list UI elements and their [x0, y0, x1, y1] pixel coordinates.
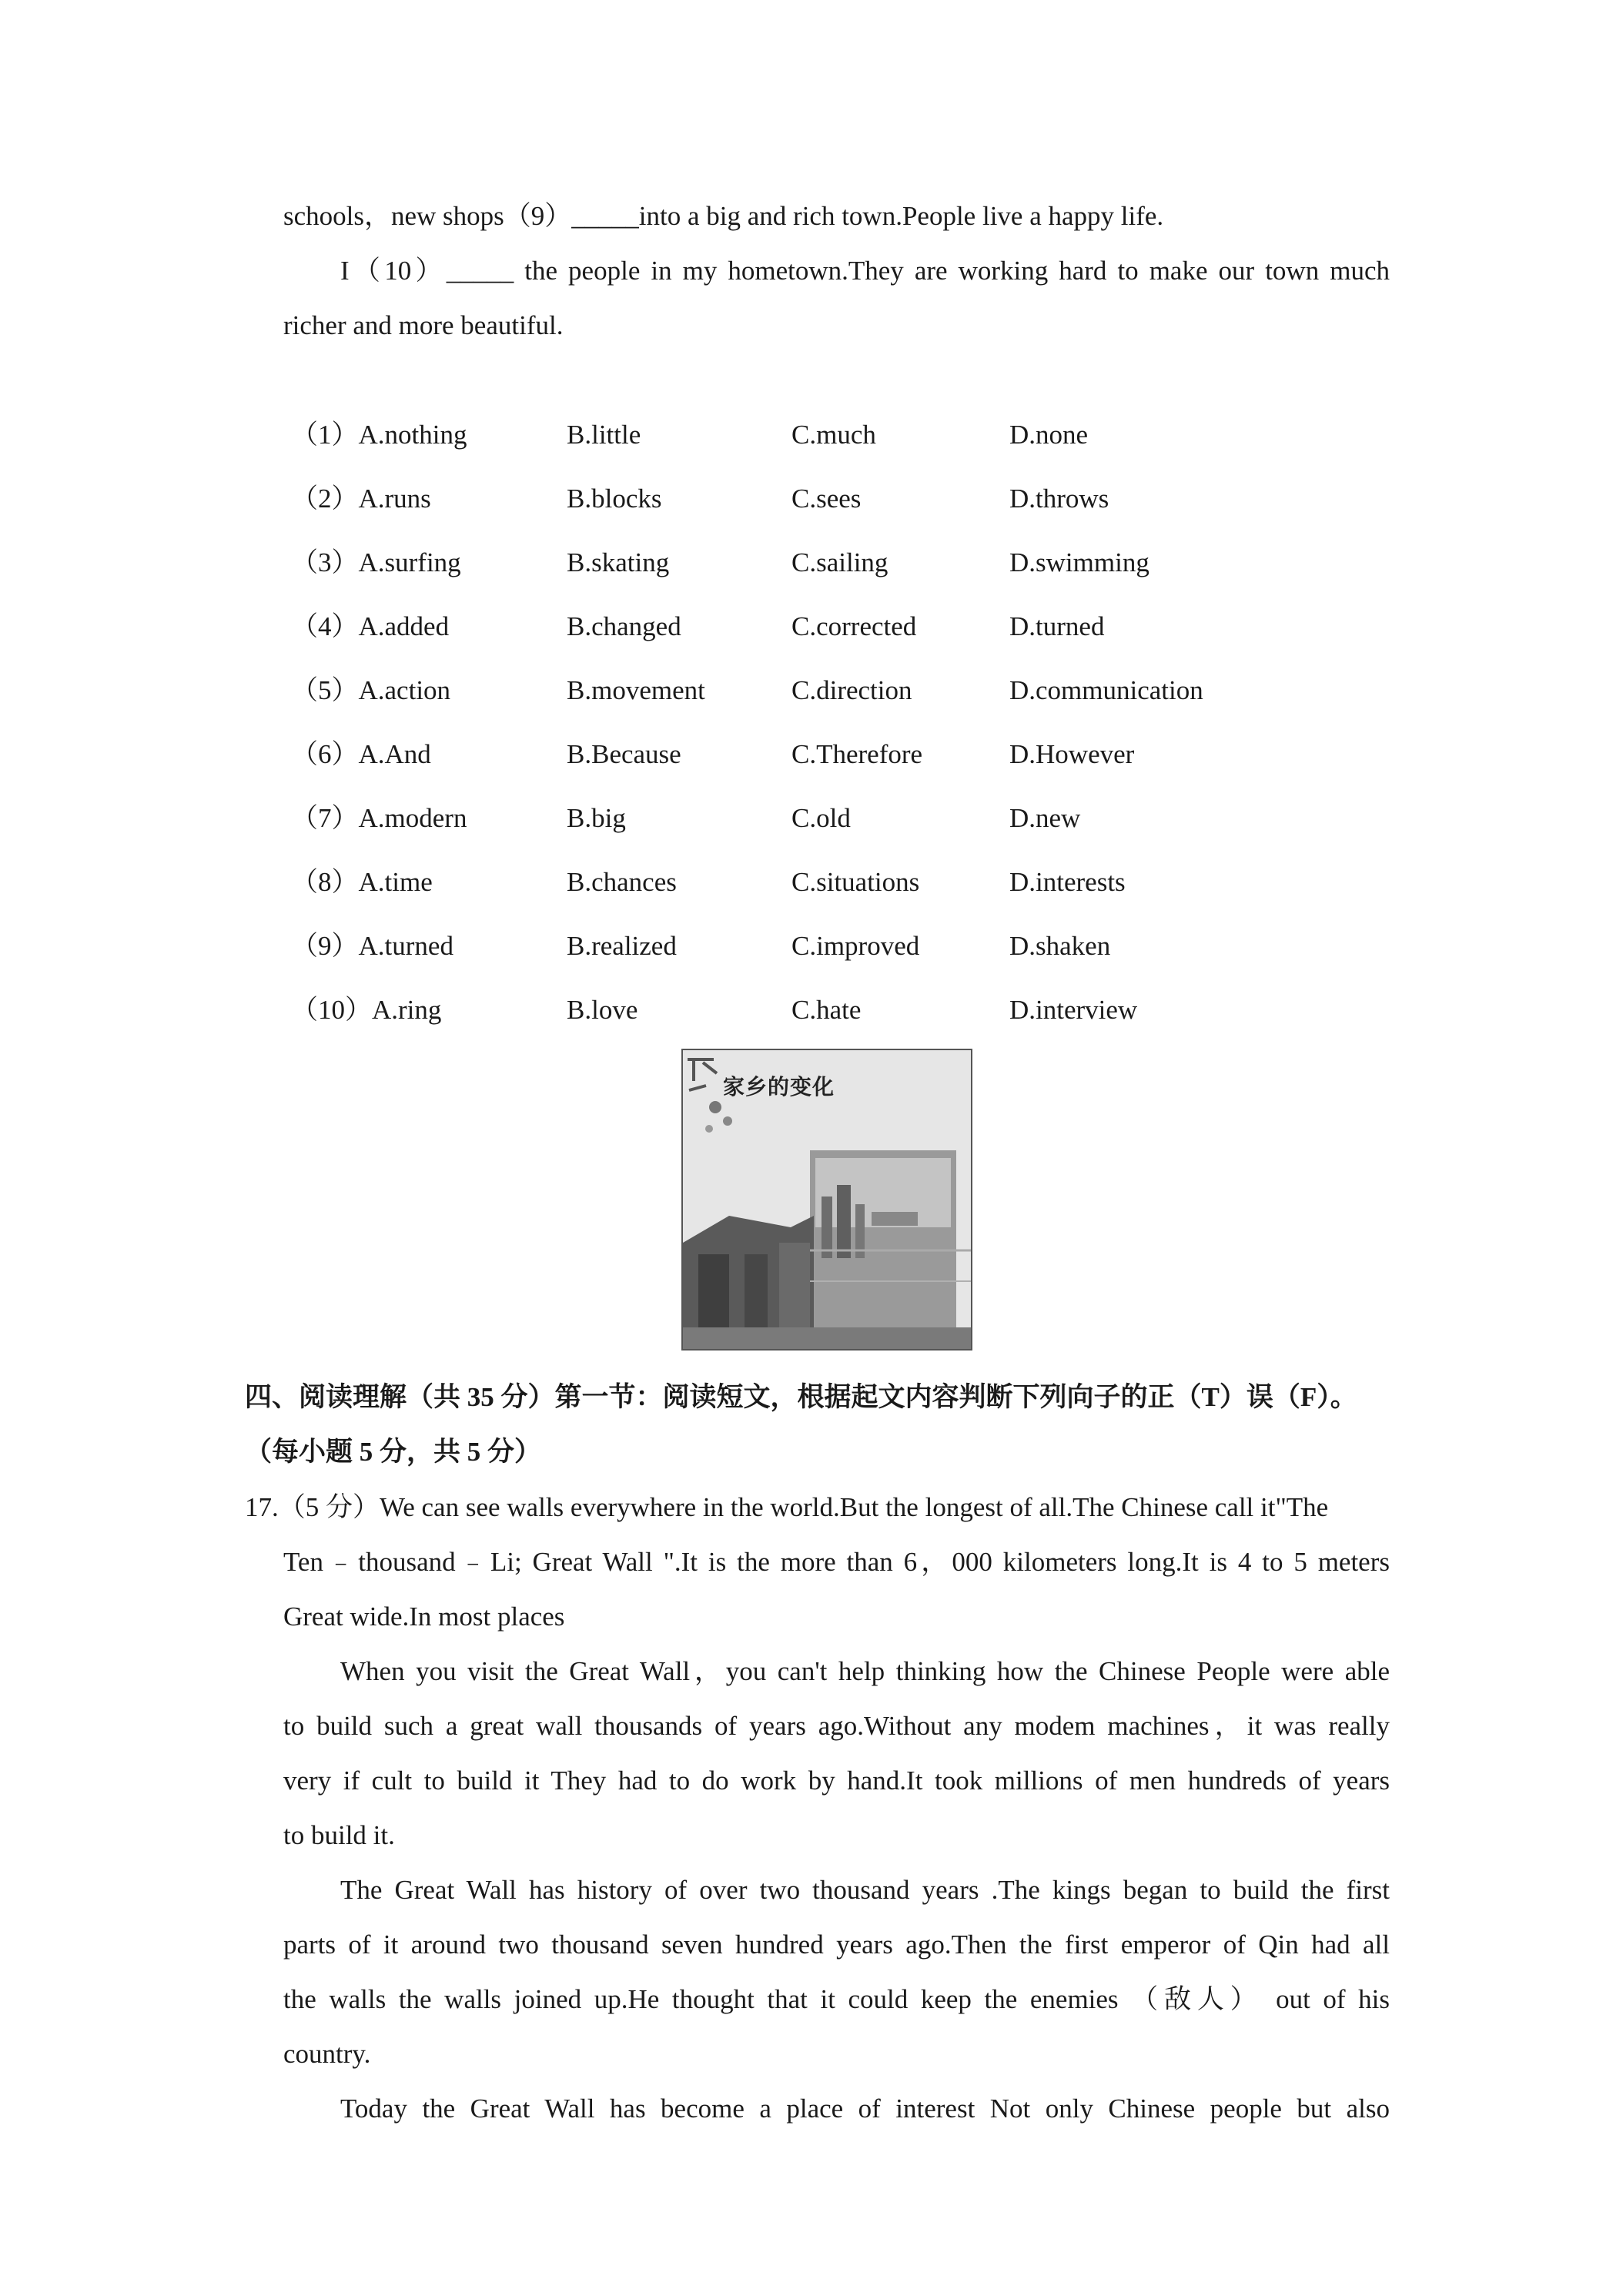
option-b: B.Because [567, 739, 681, 769]
q17-line-7: to build it. [283, 1820, 395, 1850]
option-c: C.improved [791, 931, 920, 961]
section-4-heading: 四、阅读理解（共 35 分）第一节：阅读短文，根据起文内容判断下列向子的正（T）误（F）。 [245, 1382, 1357, 1412]
figure-caption: 家乡的变化 [723, 1074, 835, 1099]
option-a: （7）A.modern [291, 803, 467, 833]
option-c: C.sees [791, 484, 862, 514]
option-d: D.However [1009, 739, 1135, 769]
option-c: C.Therefore [791, 739, 923, 769]
option-d: D.shaken [1009, 931, 1111, 961]
option-b: B.movement [567, 675, 705, 705]
option-d: D.none [1009, 420, 1089, 450]
option-b: B.little [567, 420, 641, 450]
option-b: B.big [567, 803, 626, 833]
option-b: B.chances [567, 867, 677, 897]
q17-line-3: Great wide.In most places [283, 1602, 565, 1632]
option-c: C.situations [791, 867, 920, 897]
option-c: C.much [791, 420, 876, 450]
option-b: B.realized [567, 931, 677, 961]
q17-line-5: to build such a great wall thousands of years ago.Without any modem machines，it was really [283, 1711, 1390, 1741]
option-d: D.throws [1009, 484, 1109, 514]
q17-line-6: very if cult to build it They had to do work by hand.It took millions of men hundreds of years [283, 1766, 1390, 1796]
option-b: B.changed [567, 611, 681, 641]
passage-line-2: I（10）_____ the people in my hometown.They are working hard to make our town much [340, 256, 1390, 286]
option-d: D.turned [1009, 611, 1105, 641]
q17-line-2: Ten﹣thousand﹣Li; Great Wall ".It is the more than 6，000 kilometers long.It is 4 to 5 meters [283, 1547, 1390, 1577]
option-d: D.interview [1009, 995, 1138, 1025]
passage-line-1: schools，new shops（9）_____into a big and rich town.People live a happy life. [283, 201, 1164, 231]
option-d: D.communication [1009, 675, 1203, 705]
option-a: （10）A.ring [291, 995, 442, 1025]
option-a: （2）A.runs [291, 484, 431, 514]
option-b: B.blocks [567, 484, 662, 514]
option-c: C.sailing [791, 547, 888, 577]
q17-line-4: When you visit the Great Wall，you can't help thinking how the Chinese People were able [340, 1656, 1390, 1686]
option-c: C.direction [791, 675, 912, 705]
option-d: D.swimming [1009, 547, 1149, 577]
section-4-scoring: （每小题 5 分，共 5 分） [245, 1437, 542, 1467]
option-a: （4）A.added [291, 611, 450, 641]
passage-line-3: richer and more beautiful. [283, 310, 564, 340]
option-d: D.interests [1009, 867, 1126, 897]
option-a: （3）A.surfing [291, 547, 461, 577]
q17-line-8: The Great Wall has history of over two thousand years .The kings began to build the first [340, 1875, 1390, 1905]
option-a: （6）A.And [291, 739, 431, 769]
option-a: （1）A.nothing [291, 420, 467, 450]
option-a: （9）A.turned [291, 931, 453, 961]
q17-line-11: country. [283, 2039, 371, 2069]
option-a: （5）A.action [291, 675, 451, 705]
option-c: C.old [791, 803, 851, 833]
option-b: B.love [567, 995, 638, 1025]
q17-line-1: 17.（5 分）We can see walls everywhere in the world.But the longest of all.The Chinese call it"The [245, 1492, 1329, 1522]
option-c: C.hate [791, 995, 862, 1025]
hometown-change-figure [681, 1049, 972, 1350]
q17-line-10: the walls the walls joined up.He thought that it could keep the enemies （敌人） out of his [283, 1984, 1390, 2014]
q17-line-12: Today the Great Wall has become a place of interest Not only Chinese people but also [340, 2094, 1390, 2124]
option-b: B.skating [567, 547, 670, 577]
option-c: C.corrected [791, 611, 917, 641]
option-d: D.new [1009, 803, 1081, 833]
q17-line-9: parts of it around two thousand seven hundred years ago.Then the first emperor of Qin had all [283, 1930, 1390, 1960]
option-a: （8）A.time [291, 867, 433, 897]
